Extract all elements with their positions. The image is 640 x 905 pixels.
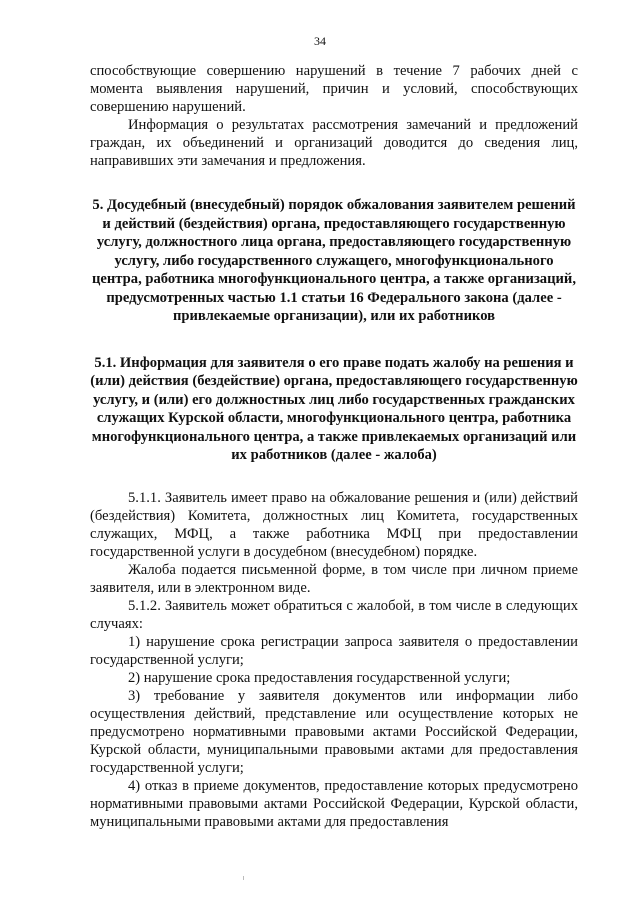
intro-paragraph-results: Информация о результатах рассмотрения замечаний и предложений граждан, их объединений и организаций доводится до сведения лиц, направивших эти замечания и предложения. [90,117,578,169]
list-item-2: 2) нарушение срока предоставления государственной услуги; [128,669,511,686]
paragraph-complaint-form: Жалоба подается письменной форме, в том числе при личном приеме заявителя, или в электронном виде. [90,561,578,596]
paragraph-5-1-2: 5.1.2. Заявитель может обратиться с жалобой, в том числе в следующих случаях: [90,597,578,632]
page-number: 34 [314,34,326,48]
list-item-4: 4) отказ в приеме документов, предоставление которых предусмотрено нормативными правовыми актами Российской Федерации, Курской области, муниципальными правовыми актами для предоставления [90,777,578,830]
list-item-1: 1) нарушение срока регистрации запроса заявителя о предоставлении государственной услуги; [90,633,578,668]
document-body [90,62,578,831]
intro-paragraph-continued: способствующие совершению нарушений в течение 7 рабочих дней с момента выявления нарушений, причин и условий, способствующих совершению нарушений. [90,63,578,115]
section-5-heading: 5. Досудебный (внесудебный) порядок обжалования заявителем решений и действий (бездействия) органа, предоставляющего государственную услугу, должностного лица органа, предоставляющего государственную услугу, либо государственного служащего, многофункционального центра, работника многофункционального центра, а также организаций, предусмотренных частью 1.1 статьи 16 Федерального закона (далее - привлекаемые организации), или их работников [92,197,576,324]
section-5-1-heading: 5.1. Информация для заявителя о его праве подать жалобу на решения и (или) действия (бездействие) органа, предоставляющего государственную услугу, и (или) его должностных лиц либо государственных гражданских служащих Курской области, многофункционального центра, работника многофункционального центра, а также привлекаемых организаций или их работников (далее - жалоба) [90,354,578,463]
list-item-3: 3) требование у заявителя документов или информации либо осуществления действий, представление или осуществление которых не предусмотрено нормативными правовыми актами Российской Федерации, Курской области, муниципальными правовыми актами для предоставления государственной услуги; [90,687,578,776]
scan-mark [243,876,244,880]
paragraph-5-1-1: 5.1.1. Заявитель имеет право на обжалование решения и (или) действий (бездействия) Комитета, должностных лиц Комитета, государственных служащих, МФЦ, а также работника МФЦ при предоставлении государственной услуги в досудебном (внесудебном) порядке. [90,489,578,560]
